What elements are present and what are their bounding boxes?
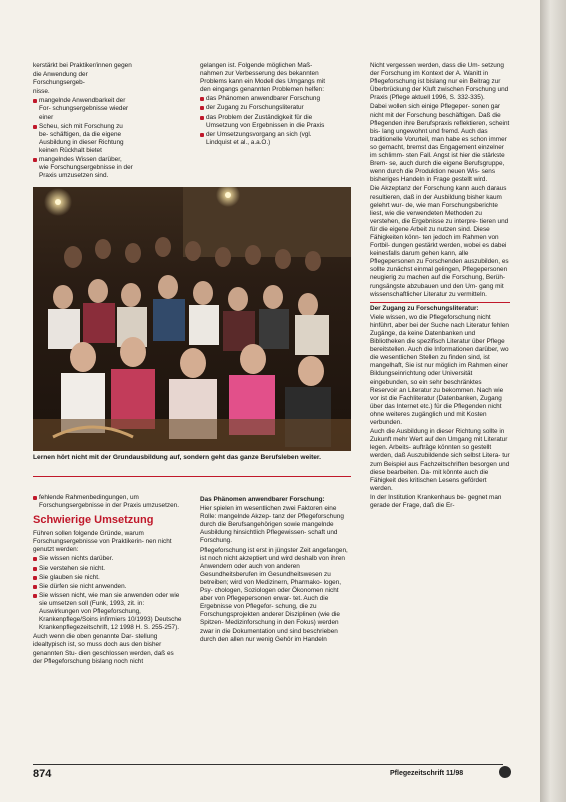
left-bottom-para-2: Auch wenn die oben genannte Dar- stellung idealtypisch ist, so muss doch aus den bisher genannten Stu- dien geschlossen werden, daß es der Pflegeforschung bislang noch nicht (33, 633, 174, 665)
left-top-bullet-2: mangelndes Wissen darüber, wie Forschungsergebnisse in der Praxis umzusetzen sind. (33, 156, 133, 180)
reason-bullet-2: Sie glauben sie nicht. (33, 574, 183, 582)
reason-bullet-3: Sie dürfen sie nicht anwenden. (33, 583, 183, 591)
audience-photo (33, 187, 351, 451)
right-para-3: Die Akzeptanz der Forschung kann auch daraus resultieren, daß in der Ausbildung bisher kaum gelehrt wur- de, wie man Forschungsberichte liest, wie die verwendeten Methoden zu verstehen, die Ergebnisse zu interpre- tieren und für die eigene Arbeit zu nutzen sind. Diese Fähigkeiten könn- ten jedoch im Rahmen von Fortbil- dungen gestärkt werden, wobei es dabei keinesfalls darum gehen kann, alle Pflegepersonen zu Forschenden auszubilden, es sollte zunächst einmal gelingen, Pflegepersonen neugierig zu machen auf die Forschung, Berüh- rungsängste abzubauen und den Um- gang mit wissenschaftlicher Literatur zu vermitteln. (370, 185, 509, 298)
mid-bottom-para-2: Pflegeforschung ist erst in jüngster Zeit angefangen, ist noch nicht akzeptiert und wird deshalb von ihren Anwendern oder auch von anderen Gesundheitsberufen im Gesundheitswesen zu betreiben; wird von Medizinern, Pharmako- logen, Psy- chologen, Soziologen oder Ökonomen nicht aber von Pflegepersonen erwar- tet. Auch die Ergebnisse von Pflegefor- schung, die zu Forschungsprojekten anderer Disziplinen (wie die Spitzen- Medizinforschung in den Fokus) werden zwar in die Dokumentation und sind beschrieben durch den allen nur wenig Gehör im Handeln (200, 546, 348, 643)
section-heading-schwierige-umsetzung: Schwierige Umsetzung (33, 514, 154, 527)
mid-top-bullet-0: das Phänomen anwendbarer Forschung (200, 95, 330, 103)
photo-caption: Lernen hört nicht mit der Grundausbildung auf, sondern geht das ganze Berufsleben weiter. (33, 454, 321, 461)
magazine-footer: Pflegezeitschrift 11/98 (390, 770, 464, 777)
left-column-bottom (33, 494, 183, 760)
right-para-5: Auch die Ausbildung in dieser Richtung sollte in Zukunft mehr Wert auf den Umgang mit Literatur legen. Arbeits- aufträge könnten so gestellt werden, daß Auszubildende sich selbst Litera- tur zum Beispiel aus Fachzeitschriften besorgen und diese bearbeiten. Da- mit könnte auch die Fähigkeit des kritischen Lesens gefördert werden. (370, 428, 510, 492)
mid-top-para: gelangen ist. Folgende möglichen Maß- nahmen zur Verbesserung des bekannten Problems kann ein Modell des Umgangs mit den eingangs genannten Problemen helfen: (200, 62, 326, 94)
reason-bullet-4: Sie wissen nicht, wie man sie anwenden oder wie sie umsetzen soll (Funk, 1993, zit. in: Auswirkungen von Pflegeforschung, Krankenpflege/Soins infirmiers 10/1993) Deutsche Krankenpflegezeitschrift, 12 1998 H. S. 255-257). (33, 592, 183, 632)
mid-top-bullet-1: der Zugang zu Forschungsliteratur (200, 104, 330, 112)
page-number: 874 (33, 768, 52, 780)
left-top-line-1: die Anwendung der Forschungsergeb- (33, 71, 88, 87)
middle-column-bottom (200, 494, 350, 760)
right-para-4: Viele wissen, wo die Pflegeforschung nicht hinführt, aber bei der Suche nach Literatur fehlen Zugänge, da keine Datenbanken und Bibliotheken die spezifisch Literatur über Pflege bereitstellen. Auch die Informationen darüber, wo die wesentlichen Stellen zu finden sind, ist mangelhaft, Sie ist nur möglich im Rahmen einer Bildungseinrichtung oder Universität eingebunden, so ein sehr beschränktes Reservoir an Literatur zu bekommen. Nach wie vor ist die Fachliteratur (Datenbanken, Zugang über das Internet etc.) für die Pflegenden nicht ohne weiteres zugänglich und mit Kosten verbunden. (370, 313, 509, 427)
middle-column-top (200, 62, 330, 182)
left-top-bullet-0: mangelnde Anwendbarkeit der For- schungsergebnisse wieder einer (33, 97, 133, 121)
left-top-line-2: nisse. (33, 88, 50, 96)
mid-bottom-para: Hier spielen im wesentlichen zwei Faktoren eine Rolle: mangelnde Akzep- tanz der Pflegeforschung durch die Berufsangehörigen sowie mangelnde Ausbildung hinsichtlich Pflegewissen- schaft und Forschung. (200, 505, 344, 545)
left-bottom-para-1: Führen sollen folgende Gründe, warum Forschungsergebnisse von Praktikerin- nen nicht genutzt werden: (33, 530, 172, 554)
right-para-6: In der Institution Krankenhaus be- gegnet man gerade der Frage, daß die Er- (370, 493, 502, 509)
right-section-divider (370, 302, 510, 303)
facing-page-edge (540, 0, 566, 802)
magazine-logo-icon (499, 766, 511, 778)
left-column-top (33, 62, 133, 182)
left-top-line-0: kerstärkt bei Praktiker/innen gegen (33, 62, 132, 69)
right-para-2: Dabei wollen sich einige Pflegeper- sonen gar nicht mit der Forschung beschäftigen. Daß die Pflegenden ihre Berufspraxis reflektieren, scheint bis- lang ungewohnt und fremd. Auch das traditionelle Vorurteil, man habe es schon immer so gemacht, bremst das Engagement einzelner im schlimm- sten Fall. Angst ist hier die stärkste Brem- se, auch durch die eigene Berufsgruppe, wenn durch die Produktion neuen Wis- sens bisheriges Handeln in Frage gestellt wird. (370, 103, 510, 184)
mid-bottom-subhead: Das Phänomen anwendbarer Forschung: (200, 496, 325, 503)
reason-bullet-1: Sie verstehen sie nicht. (33, 565, 183, 573)
audience-photo-illustration (33, 187, 351, 451)
footer-rule (33, 764, 503, 765)
left-top-bullet-1: Scheu, sich mit Forschung zu be- schäftigen, da die eigene Ausbildung in dieser Richtung keinen Rückhalt bietet (33, 123, 133, 155)
right-subhead: Der Zugang zu Forschungsliteratur: (370, 304, 479, 312)
right-para-1: Nicht vergessen werden, dass die Um- setzung der Forschung im Kontext der A. Wanitt in Pflegeforschung ist bislang nur ein Beitrag zur Überbrückung der Kluft zwischen Forschung und Praxis (Pflege aktuell 1996, S. 332-335). (370, 62, 509, 102)
left-bottom-bullet-0: fehlende Rahmenbedingungen, um Forschungsergebnisse in der Praxis umzusetzen. (33, 494, 183, 510)
right-column (370, 62, 510, 762)
mid-top-bullet-2: das Problem der Zuständigkeit für die Umsetzung von Ergebnissen in die Praxis (200, 114, 330, 130)
caption-divider (33, 476, 351, 477)
mid-top-bullet-3: der Umsetzungsvorgang an sich (vgl. Lindquist et al., a.a.O.) (200, 131, 330, 147)
reason-bullet-0: Sie wissen nichts darüber. (33, 555, 183, 563)
